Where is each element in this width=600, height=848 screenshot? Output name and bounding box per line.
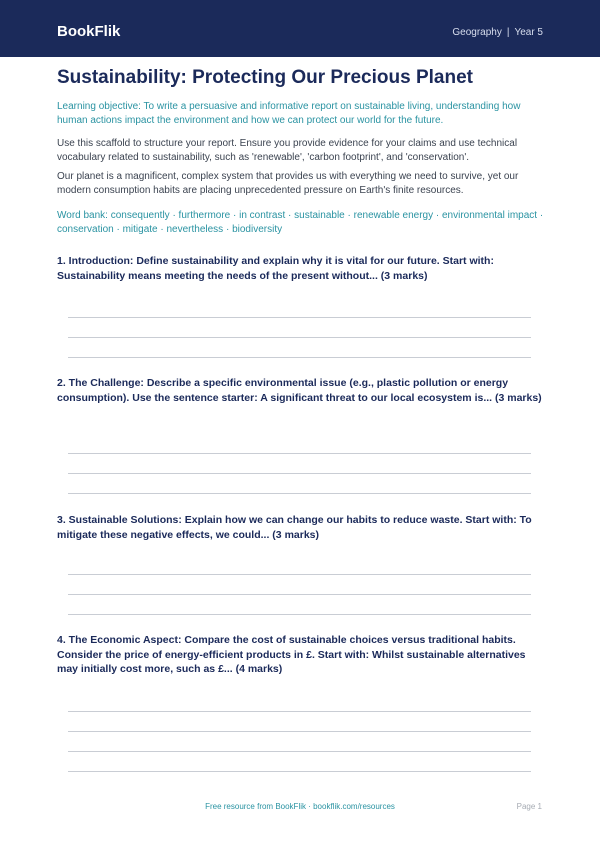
- answer-line[interactable]: [68, 493, 531, 494]
- question-2: 2. The Challenge: Describe a specific environmental issue (e.g., plastic pollution or energy consumption). Use the sentence starter: A significant threat to our local ecosystem is... (3 marks): [57, 377, 542, 404]
- page-title: Sustainability: Protecting Our Precious Planet: [57, 67, 473, 88]
- meta-separator: |: [506, 27, 510, 38]
- footer-credit[interactable]: Free resource from BookFlik · bookflik.com/resources: [205, 802, 395, 811]
- intro-text: Our planet is a magnificent, complex system that provides us with everything we need to survive, yet our modern consumption habits are placing unprecedented pressure on Earth's finite resources.: [57, 171, 519, 196]
- page-number: Page 1: [516, 802, 542, 811]
- answer-line[interactable]: [68, 771, 531, 772]
- year-label: Year 5: [514, 27, 543, 38]
- answer-line[interactable]: [68, 731, 531, 732]
- answer-line[interactable]: [68, 337, 531, 338]
- question-3: 3. Sustainable Solutions: Explain how we can change our habits to reduce waste. Start with: To mitigate these negative effects, we could... (3 marks): [57, 514, 532, 541]
- answer-line[interactable]: [68, 473, 531, 474]
- answer-line[interactable]: [68, 751, 531, 752]
- brand-logo-text[interactable]: BookFlik: [57, 23, 121, 40]
- answer-line[interactable]: [68, 453, 531, 454]
- question-4: 4. The Economic Aspect: Compare the cost of sustainable choices versus traditional habits. Consider the price of energy-efficient products in £. Start with: Whilst sustainable alternatives may initially cost more, such as £... (4 marks): [57, 634, 526, 675]
- subject-label: Geography: [452, 27, 502, 38]
- header-bar: [0, 0, 600, 57]
- answer-line[interactable]: [68, 317, 531, 318]
- answer-line[interactable]: [68, 711, 531, 712]
- learning-objective: Learning objective: To write a persuasive and informative report on sustainable living, understanding how human actions impact the environment and how we can protect our world for the future.: [57, 101, 521, 126]
- answer-line[interactable]: [68, 614, 531, 615]
- instructions-text: Use this scaffold to structure your report. Ensure you provide evidence for your claims and use technical vocabulary related to sustainability, such as 'renewable', 'carbon footprint', and 'conservation'.: [57, 138, 518, 163]
- answer-line[interactable]: [68, 357, 531, 358]
- answer-line[interactable]: [68, 594, 531, 595]
- question-1: 1. Introduction: Define sustainability and explain why it is vital for our future. Start with: Sustainability means meeting the needs of the present without... (3 marks): [57, 255, 494, 282]
- answer-line[interactable]: [68, 574, 531, 575]
- word-bank: Word bank: consequently · furthermore · in contrast · sustainable · renewable energy · environmental impact · conservation · mitigate · nevertheless · biodiversity: [57, 210, 544, 235]
- subject-year-label: [452, 26, 543, 40]
